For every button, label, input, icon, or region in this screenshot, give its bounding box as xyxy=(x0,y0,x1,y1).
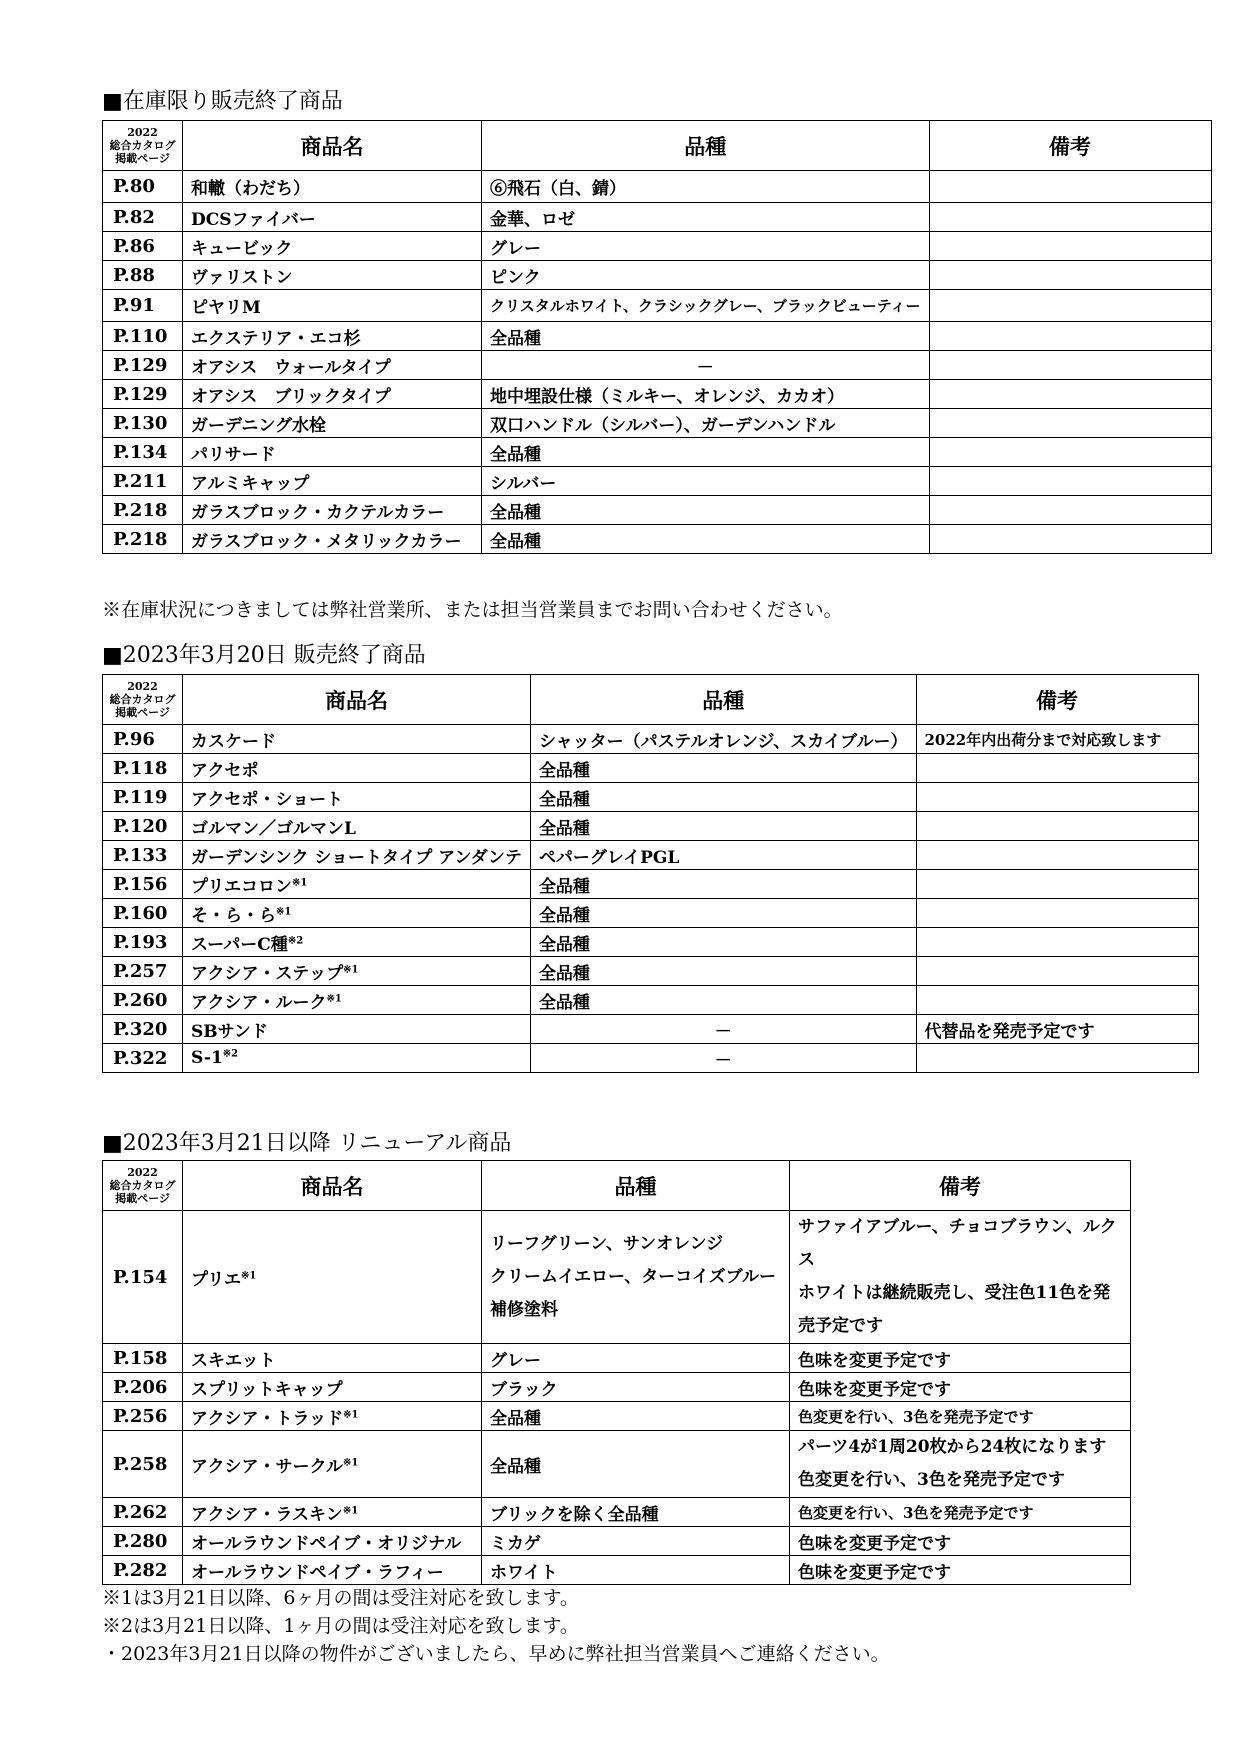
product-name-cell xyxy=(183,1344,482,1373)
catalog-page-cell: P.96 xyxy=(103,725,183,754)
variety-cell: 全品種 xyxy=(530,986,916,1015)
variety-cell: 全品種 xyxy=(482,525,930,554)
remarks-cell: サファイアブルー、チョコブラウン、ルクス ホワイトは継続販売し、受注色11色を発 売予定です xyxy=(790,1211,1131,1344)
table-row xyxy=(103,1527,1131,1556)
product-name-cell xyxy=(183,957,531,986)
header-variety: 品種 xyxy=(482,121,930,171)
product-name-cell xyxy=(183,1015,531,1044)
catalog-page-cell: P.80 xyxy=(103,171,183,203)
table-row xyxy=(103,1431,1131,1498)
product-name-cell xyxy=(183,1431,482,1498)
footnote-marker: ※1 xyxy=(343,1408,359,1420)
product-name-cell xyxy=(183,783,531,812)
section1-table xyxy=(102,120,1212,554)
catalog-page-cell: P.82 xyxy=(103,203,183,232)
table-row xyxy=(103,409,1212,438)
variety-cell: シルバー xyxy=(482,467,930,496)
footnote-2: ※2は3月21日以降、1ヶ月の間は受注対応を致します。 xyxy=(102,1615,579,1637)
remarks-cell xyxy=(916,928,1198,957)
table-header-row xyxy=(103,1161,1131,1211)
product-name: オアシス ウォールタイプ xyxy=(191,357,391,378)
product-name-cell xyxy=(183,290,482,322)
product-name: ガラスブロック・カクテルカラー xyxy=(191,502,445,523)
header-name: 商品名 xyxy=(183,675,531,725)
table-row xyxy=(103,380,1212,409)
product-name: ピヤリM xyxy=(191,298,261,318)
table-row xyxy=(103,1373,1131,1402)
remarks-cell: 色味を変更予定です xyxy=(790,1344,1131,1373)
section1-title: ■在庫限り販売終了商品 xyxy=(102,89,343,114)
product-name: カスケード xyxy=(191,731,276,752)
table-header-row xyxy=(103,675,1199,725)
table-row xyxy=(103,783,1199,812)
remarks-cell xyxy=(916,754,1198,783)
variety-cell: 全品種 xyxy=(482,496,930,525)
table-row xyxy=(103,438,1212,467)
remarks-cell: 色変更を行い、3色を発売予定です xyxy=(790,1402,1131,1431)
catalog-page-cell: P.129 xyxy=(103,351,183,380)
catalog-page-cell: P.119 xyxy=(103,783,183,812)
product-name-cell xyxy=(183,467,482,496)
product-name: ガラスブロック・メタリックカラー xyxy=(191,531,462,552)
catalog-page-cell: P.154 xyxy=(103,1211,183,1344)
catalog-page-cell: P.282 xyxy=(103,1556,183,1585)
catalog-page-cell: P.120 xyxy=(103,812,183,841)
table-row xyxy=(103,1498,1131,1527)
header-name: 商品名 xyxy=(183,121,482,171)
variety-cell: 全品種 xyxy=(530,870,916,899)
footnote-marker: ※1 xyxy=(276,905,292,917)
header-catalog-page: 2022 総合カタログ 掲載ページ xyxy=(103,121,183,171)
product-name: そ・ら・ら xyxy=(191,905,276,926)
product-name-cell xyxy=(183,438,482,467)
product-name: スーパーC種 xyxy=(191,934,288,955)
product-name: プリエ xyxy=(191,1269,241,1290)
table-row xyxy=(103,754,1199,783)
section2-table xyxy=(102,674,1199,1073)
catalog-page-cell: P.134 xyxy=(103,438,183,467)
variety-cell: － xyxy=(530,1044,916,1073)
footnote-marker: ※1 xyxy=(342,1504,359,1516)
product-name-cell xyxy=(183,1402,482,1431)
variety-cell: 地中埋設仕様（ミルキー、オレンジ、カカオ） xyxy=(482,380,930,409)
remarks-cell xyxy=(916,812,1198,841)
product-name: アクセポ xyxy=(191,760,259,781)
product-name-cell xyxy=(183,899,531,928)
remarks-cell xyxy=(929,467,1211,496)
footnote-1: ※1は3月21日以降、6ヶ月の間は受注対応を致します。 xyxy=(102,1587,579,1609)
product-name: ゴルマン／ゴルマンL xyxy=(191,818,356,839)
variety-cell: ブリックを除く全品種 xyxy=(482,1498,790,1527)
product-name: アクシア・トラッド xyxy=(191,1408,344,1429)
table-row xyxy=(103,290,1212,322)
table-row xyxy=(103,899,1199,928)
footnote-marker: ※1 xyxy=(343,963,359,975)
product-name: プリエコロン xyxy=(191,876,292,897)
catalog-page-cell: P.193 xyxy=(103,928,183,957)
footnote-marker: ※2 xyxy=(287,934,304,946)
variety-cell: － xyxy=(530,1015,916,1044)
header-name: 商品名 xyxy=(183,1161,482,1211)
product-name-cell xyxy=(183,1373,482,1402)
variety-cell: 金華、ロゼ xyxy=(482,203,930,232)
product-name: エクステリア・エコ杉 xyxy=(191,328,361,349)
product-name-cell xyxy=(183,870,531,899)
table-row xyxy=(103,1044,1199,1073)
product-name: アクシア・ステップ xyxy=(191,963,344,984)
catalog-page-cell: P.156 xyxy=(103,870,183,899)
catalog-page-cell: P.130 xyxy=(103,409,183,438)
catalog-page-cell: P.206 xyxy=(103,1373,183,1402)
remarks-cell xyxy=(929,322,1211,351)
remarks-cell xyxy=(916,870,1198,899)
product-name: ガーデンシンク ショートタイプ アンダンテ xyxy=(191,847,522,868)
variety-cell: クリスタルホワイト、クラシックグレー、ブラックビューティー xyxy=(482,290,930,322)
product-name: スキエット xyxy=(191,1350,276,1371)
variety-cell: ミカゲ xyxy=(482,1527,790,1556)
catalog-page-cell: P.262 xyxy=(103,1498,183,1527)
section3-table xyxy=(102,1160,1131,1585)
remarks-cell: 色変更を行い、3色を発売予定です xyxy=(790,1498,1131,1527)
product-name: アクシア・ルーク xyxy=(191,992,327,1013)
table-row xyxy=(103,1556,1131,1585)
remarks-cell xyxy=(929,351,1211,380)
remarks-cell xyxy=(929,496,1211,525)
footnote-marker: ※1 xyxy=(342,1456,359,1468)
catalog-page-cell: P.211 xyxy=(103,467,183,496)
product-name: SBサンド xyxy=(191,1021,268,1042)
product-name-cell xyxy=(183,409,482,438)
catalog-page-cell: P.133 xyxy=(103,841,183,870)
footnote-marker: ※2 xyxy=(222,1048,239,1060)
table-row xyxy=(103,812,1199,841)
variety-cell: シャッター（パステルオレンジ、スカイブルー） xyxy=(530,725,916,754)
header-remarks: 備考 xyxy=(916,675,1198,725)
variety-cell: 全品種 xyxy=(482,1431,790,1498)
header-catalog-page: 2022 総合カタログ 掲載ページ xyxy=(103,675,183,725)
variety-cell: 全品種 xyxy=(482,1402,790,1431)
variety-cell: グレー xyxy=(482,1344,790,1373)
table-row xyxy=(103,467,1212,496)
catalog-page-cell: P.257 xyxy=(103,957,183,986)
product-name: スプリットキャップ xyxy=(191,1379,343,1400)
catalog-page-cell: P.91 xyxy=(103,290,183,322)
remarks-cell xyxy=(916,1044,1198,1073)
table-row xyxy=(103,232,1212,261)
remarks-cell: 色味を変更予定です xyxy=(790,1373,1131,1402)
variety-cell: ⑥飛石（白、錆） xyxy=(482,171,930,203)
variety-cell: ピンク xyxy=(482,261,930,290)
product-name-cell xyxy=(183,496,482,525)
catalog-page-cell: P.160 xyxy=(103,899,183,928)
product-name-cell xyxy=(183,380,482,409)
catalog-page-cell: P.218 xyxy=(103,496,183,525)
catalog-page-cell: P.110 xyxy=(103,322,183,351)
product-name-cell xyxy=(183,322,482,351)
product-name-cell xyxy=(183,525,482,554)
table-row xyxy=(103,870,1199,899)
catalog-page-cell: P.118 xyxy=(103,754,183,783)
table-row xyxy=(103,322,1212,351)
footnote-marker: ※1 xyxy=(291,876,308,888)
product-name: S-1 xyxy=(191,1048,223,1068)
product-name-cell xyxy=(183,1556,482,1585)
product-name-cell xyxy=(183,232,482,261)
section2-title: ■2023年3月20日 販売終了商品 xyxy=(102,643,426,668)
product-name: ヴァリストン xyxy=(191,267,293,288)
table-row xyxy=(103,1015,1199,1044)
product-name-cell xyxy=(183,928,531,957)
product-name: アクセポ・ショート xyxy=(191,789,344,810)
footnote-marker: ※1 xyxy=(240,1269,257,1281)
catalog-page-cell: P.260 xyxy=(103,986,183,1015)
product-name-cell xyxy=(183,351,482,380)
product-name: パリサード xyxy=(191,444,276,465)
variety-cell: － xyxy=(482,351,930,380)
variety-cell: 全品種 xyxy=(482,438,930,467)
product-name: オールラウンドペイブ・オリジナル xyxy=(191,1533,462,1554)
remarks-cell xyxy=(929,171,1211,203)
remarks-cell xyxy=(929,290,1211,322)
product-name: アクシア・ラスキン xyxy=(191,1504,343,1525)
remarks-cell xyxy=(929,203,1211,232)
header-variety: 品種 xyxy=(482,1161,790,1211)
product-name-cell xyxy=(183,725,531,754)
remarks-cell: 色味を変更予定です xyxy=(790,1556,1131,1585)
table-row xyxy=(103,957,1199,986)
catalog-page-cell: P.129 xyxy=(103,380,183,409)
product-name-cell xyxy=(183,171,482,203)
product-name-cell xyxy=(183,1211,482,1344)
variety-cell: 全品種 xyxy=(530,928,916,957)
product-name-cell xyxy=(183,986,531,1015)
product-name: DCSファイバー xyxy=(191,209,316,230)
product-name: アルミキャップ xyxy=(191,473,310,494)
product-name: キュービック xyxy=(191,238,293,259)
remarks-cell xyxy=(929,380,1211,409)
product-name-cell xyxy=(183,754,531,783)
product-name-cell xyxy=(183,203,482,232)
remarks-cell xyxy=(929,261,1211,290)
section1-note: ※在庫状況につきましては弊社営業所、または担当営業員までお問い合わせください。 xyxy=(102,599,843,621)
remarks-cell xyxy=(929,409,1211,438)
section3-title: ■2023年3月21日以降 リニューアル商品 xyxy=(102,1131,512,1156)
catalog-page-cell: P.86 xyxy=(103,232,183,261)
remarks-cell xyxy=(916,899,1198,928)
catalog-page-cell: P.280 xyxy=(103,1527,183,1556)
product-name-cell xyxy=(183,812,531,841)
table-row xyxy=(103,171,1212,203)
remarks-cell xyxy=(929,525,1211,554)
product-name-cell xyxy=(183,1044,531,1073)
product-name-cell xyxy=(183,1527,482,1556)
catalog-page-cell: P.258 xyxy=(103,1431,183,1498)
table-row xyxy=(103,725,1199,754)
variety-cell: ホワイト xyxy=(482,1556,790,1585)
table-header-row xyxy=(103,121,1212,171)
footnote-3: ・2023年3月21日以降の物件がございましたら、早めに弊社担当営業員へご連絡ください。 xyxy=(102,1643,890,1665)
remarks-cell: 2022年内出荷分まで対応致します xyxy=(916,725,1198,754)
table-row xyxy=(103,1344,1131,1373)
remarks-cell xyxy=(916,841,1198,870)
table-row xyxy=(103,841,1199,870)
table-row xyxy=(103,1402,1131,1431)
variety-cell: 全品種 xyxy=(530,783,916,812)
table-row xyxy=(103,1211,1131,1344)
table-row xyxy=(103,351,1212,380)
table-row xyxy=(103,928,1199,957)
table-row xyxy=(103,261,1212,290)
header-variety: 品種 xyxy=(530,675,916,725)
catalog-page-cell: P.322 xyxy=(103,1044,183,1073)
header-remarks: 備考 xyxy=(929,121,1211,171)
product-name: オアシス ブリックタイプ xyxy=(191,386,391,407)
variety-cell: ブラック xyxy=(482,1373,790,1402)
remarks-cell: パーツ4が1周20枚から24枚になります 色変更を行い、3色を発売予定です xyxy=(790,1431,1131,1498)
variety-cell: 全品種 xyxy=(530,754,916,783)
table-row xyxy=(103,496,1212,525)
catalog-page-cell: P.320 xyxy=(103,1015,183,1044)
catalog-page-cell: P.256 xyxy=(103,1402,183,1431)
remarks-cell xyxy=(916,986,1198,1015)
variety-cell: 全品種 xyxy=(482,322,930,351)
catalog-page-cell: P.218 xyxy=(103,525,183,554)
product-name-cell xyxy=(183,261,482,290)
remarks-cell xyxy=(916,783,1198,812)
table-row xyxy=(103,525,1212,554)
catalog-page-cell: P.88 xyxy=(103,261,183,290)
remarks-cell xyxy=(929,232,1211,261)
product-name-cell xyxy=(183,841,531,870)
product-name: ガーデニング水栓 xyxy=(191,415,326,436)
header-remarks: 備考 xyxy=(790,1161,1131,1211)
variety-cell: グレー xyxy=(482,232,930,261)
remarks-cell xyxy=(929,438,1211,467)
product-name: オールラウンドペイブ・ラフィー xyxy=(191,1562,444,1583)
header-catalog-page: 2022 総合カタログ 掲載ページ xyxy=(103,1161,183,1211)
variety-cell: リーフグリーン、サンオレンジ クリームイエロー、ターコイズブルー 補修塗料 xyxy=(482,1211,790,1344)
variety-cell: 全品種 xyxy=(530,957,916,986)
table-row xyxy=(103,203,1212,232)
remarks-cell: 色味を変更予定です xyxy=(790,1527,1131,1556)
catalog-page-cell: P.158 xyxy=(103,1344,183,1373)
variety-cell: 全品種 xyxy=(530,899,916,928)
variety-cell: 双口ハンドル（シルバー）、ガーデンハンドル xyxy=(482,409,930,438)
remarks-cell: 代替品を発売予定です xyxy=(916,1015,1198,1044)
product-name-cell xyxy=(183,1498,482,1527)
footnote-marker: ※1 xyxy=(326,992,342,1004)
table-row xyxy=(103,986,1199,1015)
product-name: 和轍（わだち） xyxy=(191,179,310,199)
remarks-cell xyxy=(916,957,1198,986)
variety-cell: ペパーグレイPGL xyxy=(530,841,916,870)
variety-cell: 全品種 xyxy=(530,812,916,841)
product-name: アクシア・サークル xyxy=(191,1456,343,1477)
